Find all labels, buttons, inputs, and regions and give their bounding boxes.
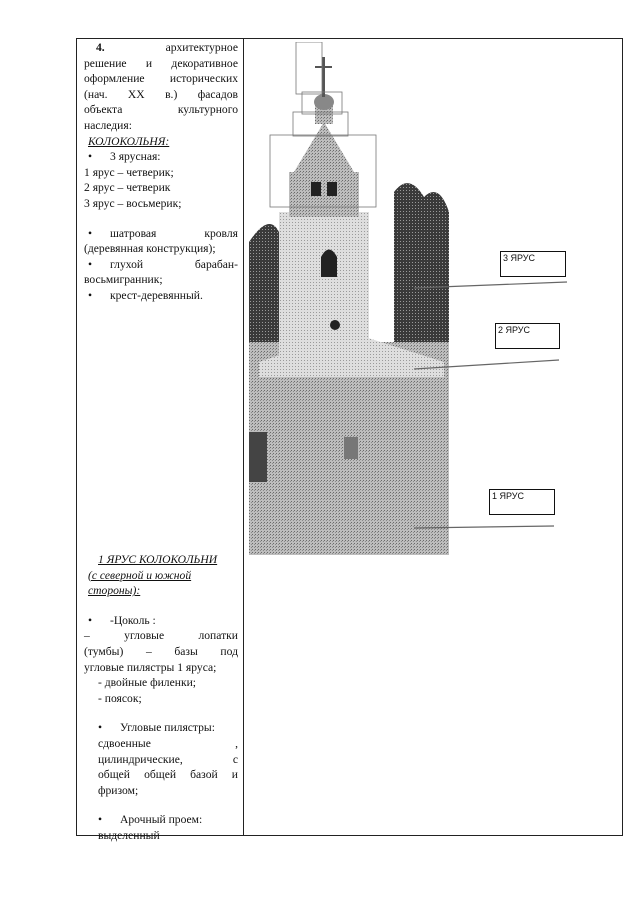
section-architecture — [84, 40, 238, 304]
tier-1-label-text: 1 ЯРУС — [492, 491, 525, 501]
arch-label: Арочный проем: — [120, 813, 203, 827]
tier-2-label — [495, 323, 560, 349]
arch-line: выделенный — [98, 828, 160, 842]
bullet-icon: • — [88, 226, 93, 240]
title-line: наследия: — [84, 118, 132, 132]
pilaster-line: сдвоенные , — [98, 736, 238, 750]
title-line: (нач. XX в.) фасадов — [84, 87, 238, 101]
tier-pointer-lines — [249, 42, 569, 555]
section-title — [84, 40, 238, 134]
bullet-icon: • — [88, 288, 93, 302]
drum-item: глухой барабан- — [110, 257, 238, 271]
bullet-icon: • — [98, 813, 103, 827]
pilaster-line: общей общей базой и — [98, 768, 238, 782]
plinth-line: – угловые лопатки — [84, 629, 238, 643]
tier-item: 1 ярус – четверик; — [84, 165, 174, 179]
tier-count: 3 ярусная: — [110, 150, 161, 164]
first-tier-heading: (с северной и южной — [88, 568, 192, 582]
roof-item-cont: (деревянная конструкция); — [84, 242, 216, 256]
first-tier-heading: стороны): — [88, 584, 141, 598]
bullet-icon: • — [88, 613, 93, 627]
roof-item: шатровая кровля — [110, 226, 238, 240]
tier-2-label-text: 2 ЯРУС — [498, 325, 531, 335]
plinth-line: угловые пилястры 1 яруса; — [84, 660, 217, 674]
plinth-sub: - поясок; — [98, 691, 142, 705]
section-number: 4. — [96, 41, 105, 54]
column-divider — [243, 38, 244, 836]
plinth-sub: - двойные филенки; — [98, 676, 197, 690]
title-line: архитектурное — [165, 41, 238, 54]
first-tier-heading: 1 ЯРУС КОЛОКОЛЬНИ — [98, 553, 218, 566]
tier-3-label-text: 3 ЯРУС — [503, 253, 536, 263]
drum-item-cont: восьмигранник; — [84, 273, 163, 287]
tier-1-label — [489, 489, 555, 515]
tier-item: 2 ярус – четверик — [84, 181, 171, 195]
bullet-icon: • — [88, 150, 93, 164]
plinth-line: (тумбы) – базы под — [84, 644, 238, 658]
bullet-icon: • — [98, 721, 103, 735]
bullet-icon: • — [88, 257, 93, 271]
bell-tower-heading: КОЛОКОЛЬНЯ: — [88, 134, 170, 148]
tier-3-label — [500, 251, 566, 277]
pilaster-line: фризом; — [98, 783, 139, 797]
pilasters-label: Угловые пилястры: — [120, 721, 215, 735]
title-line: оформление исторических — [84, 72, 238, 86]
title-line: объекта культурного — [84, 103, 238, 117]
title-line: решение и декоративное — [84, 56, 238, 70]
cross-item: крест-деревянный. — [110, 288, 203, 302]
pilaster-line: цилиндрические, с — [98, 752, 238, 766]
plinth-label: -Цоколь : — [110, 613, 156, 627]
section-first-tier — [84, 552, 238, 844]
tier-item: 3 ярус – восьмерик; — [84, 196, 182, 210]
